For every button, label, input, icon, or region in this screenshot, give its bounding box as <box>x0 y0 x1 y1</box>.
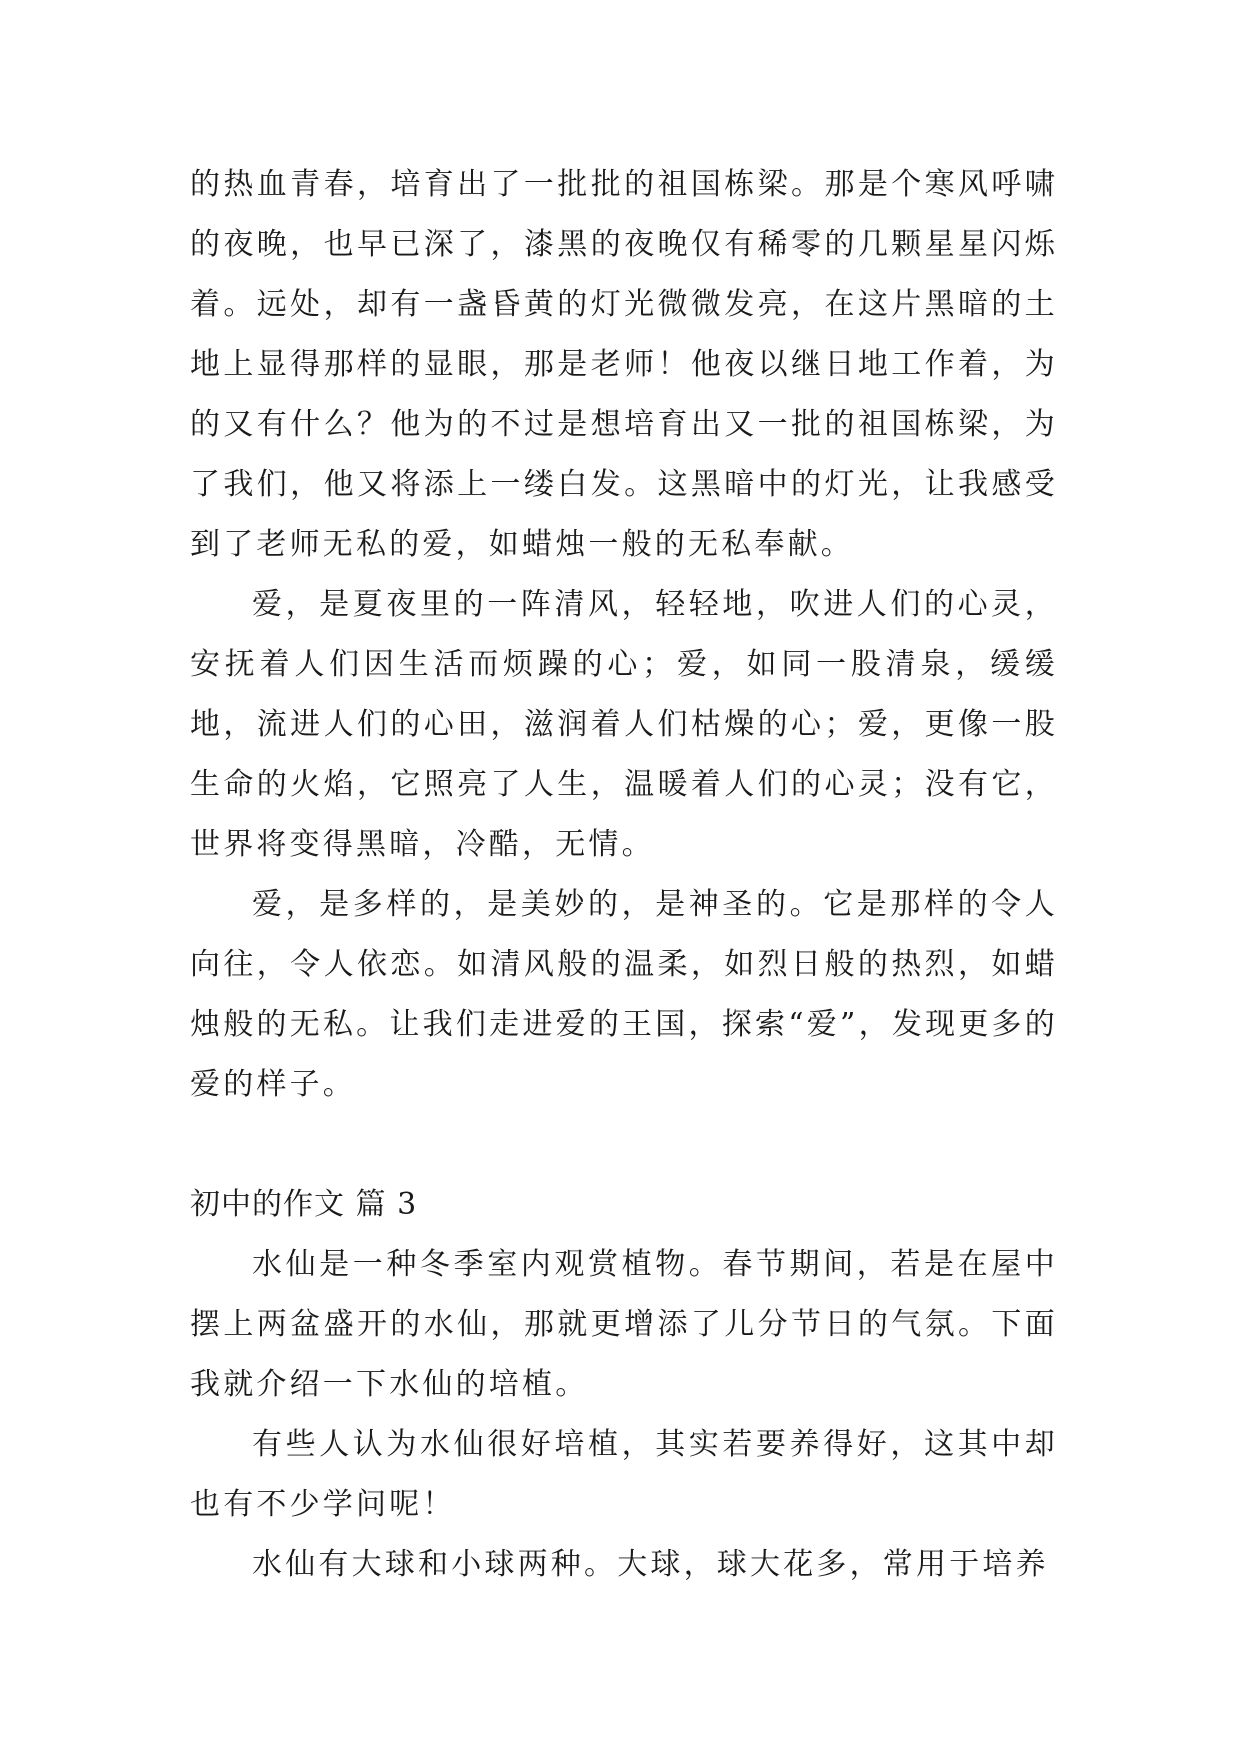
paragraph-4: 水仙是一种冬季室内观赏植物。春节期间，若是在屋中摆上两盆盛开的水仙，那就更增添了儿分节日的气氛。下面我就介绍一下水仙的培植。 <box>190 1247 1058 1402</box>
paragraph-3: 爱，是多样的，是美妙的，是神圣的。它是那样的令人向往，令人依恋。如清风般的温柔，如烈日般的热烈，如蜡烛般的无私。让我们走进爱的王国，探索“爱”，发现更多的爱的样子。 <box>190 887 1058 1102</box>
paragraph-2: 爱，是夏夜里的一阵清风，轻轻地，吹进人们的心灵，安抚着人们因生活而烦躁的心；爱，如同一股清泉，缓缓地，流进人们的心田，滋润着人们枯燥的心；爱，更像一股生命的火焰，它照亮了人生，温暖着人们的心灵；没有它，世界将变得黑暗，冷酷，无情。 <box>190 587 1058 862</box>
essay-heading: 初中的作文 篇 3 <box>190 1187 418 1222</box>
essay-body <box>190 155 1058 1595</box>
paragraph-1: 的热血青春，培育出了一批批的祖国栋梁。那是个寒风呼啸的夜晚，也早已深了，漆黑的夜晚仅有稀零的几颗星星闪烁着。远处，却有一盏昏黄的灯光微微发亮，在这片黑暗的土地上显得那样的显眼，那是老师！他夜以继日地工作着，为的又有什么？他为的不过是想培育出又一批的祖国栋梁，为了我们，他又将添上一缕白发。这黑暗中的灯光，让我感受到了老师无私的爱，如蜡烛一般的无私奉献。 <box>190 167 1058 562</box>
paragraph-5: 有些人认为水仙很好培植，其实若要养得好，这其中却也有不少学问呢！ <box>190 1427 1058 1522</box>
paragraph-6: 水仙有大球和小球两种。大球，球大花多，常用于培养 <box>252 1547 1049 1582</box>
